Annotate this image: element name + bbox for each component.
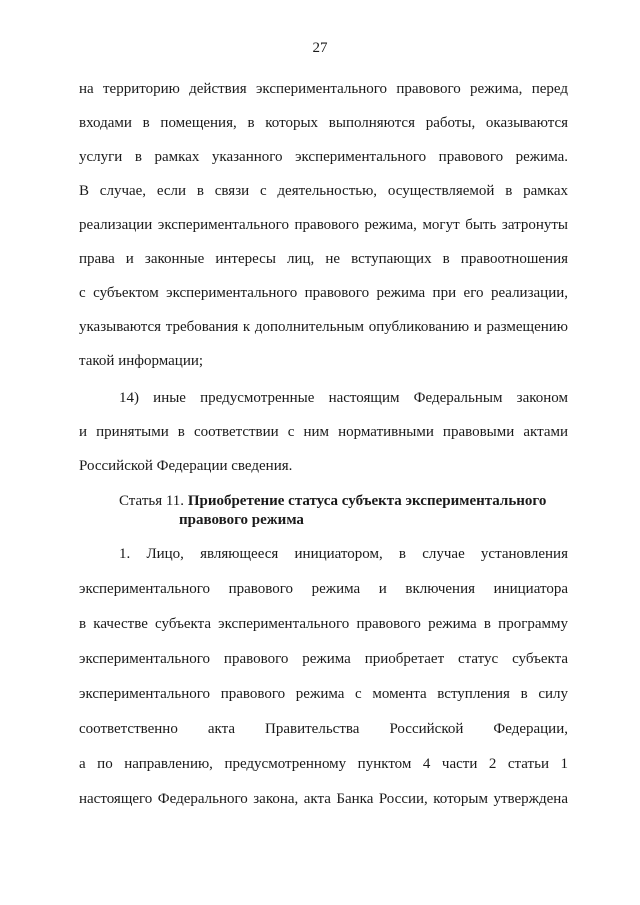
page-number: 27 [312, 40, 328, 56]
text-line: в качестве субъекта экспериментального правового режима в программу [79, 616, 568, 632]
text-line: услуги в рамках указанного экспериментального правового режима. [79, 149, 568, 165]
text-line: экспериментального правового режима и включения инициатора [79, 581, 568, 597]
text-line: права и законные интересы лиц, не вступающих в правоотношения [79, 251, 568, 267]
text-line: входами в помещения, в которых выполняются работы, оказываются [79, 115, 568, 131]
article-title-line-2: правового режима [179, 512, 304, 528]
text-line: указываются требования к дополнительным опубликованию и размещению [79, 319, 568, 335]
text-line: экспериментального правового режима приобретает статус субъекта [79, 651, 568, 667]
article-label: Статья 11. [119, 493, 185, 509]
text-line: и принятыми в соответствии с ним нормативными правовыми актами [79, 424, 568, 440]
text-line: 14) иные предусмотренные настоящим Федеральным законом [119, 390, 568, 406]
text-line: с субъектом экспериментального правового режима при его реализации, [79, 285, 568, 301]
text-line: соответственно акта Правительства Российской Федерации, [79, 721, 568, 737]
text-line: В случае, если в связи с деятельностью, осуществляемой в рамках [79, 183, 568, 199]
text-line: Российской Федерации сведения. [79, 458, 293, 474]
text-line: настоящего Федерального закона, акта Банка России, которым утверждена [79, 791, 568, 807]
article-heading [119, 492, 579, 528]
text-line: 1. Лицо, являющееся инициатором, в случае установления [119, 546, 568, 562]
text-line: такой информации; [79, 353, 204, 369]
text-line: а по направлению, предусмотренному пунктом 4 части 2 статьи 1 [79, 756, 568, 772]
article-title-line-1: Приобретение статуса субъекта экспериментального [187, 493, 547, 509]
text-line: на территорию действия экспериментального правового режима, перед [79, 81, 568, 97]
text-line: экспериментального правового режима с момента вступления в силу [79, 686, 568, 702]
text-line: реализации экспериментального правового режима, могут быть затронуты [79, 217, 568, 233]
